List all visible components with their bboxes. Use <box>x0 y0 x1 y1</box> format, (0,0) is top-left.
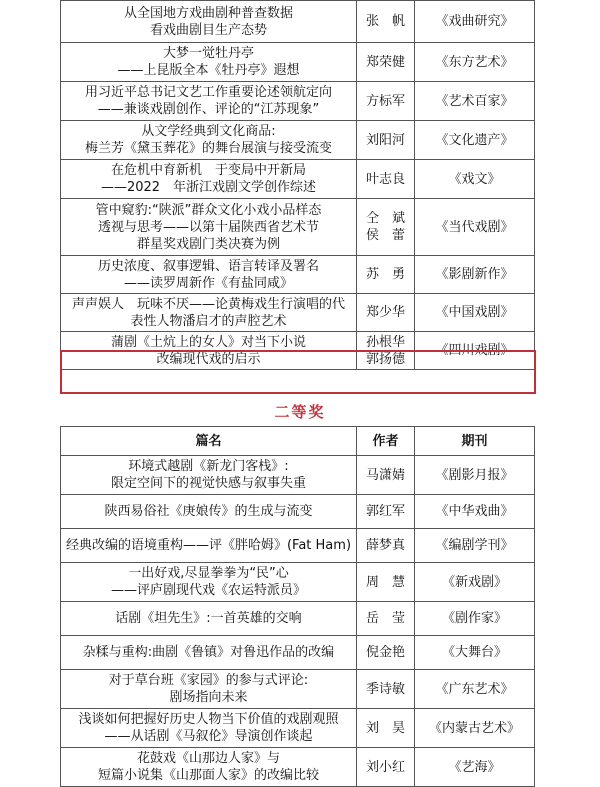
author-cell <box>357 748 415 787</box>
author-name: 马潇婧 <box>365 467 405 483</box>
journal-cell: 《当代戏剧》 <box>415 199 535 256</box>
author-cell <box>357 670 415 709</box>
author-name: 周 慧 <box>365 574 405 590</box>
title-line: 浅谈如何把握好历史人物当下价值的戏剧观照 <box>78 712 339 727</box>
header-title: 篇名 <box>61 427 357 456</box>
title-cell <box>61 529 357 563</box>
author-name: 季诗敏 <box>365 681 405 697</box>
author-cell <box>357 602 415 636</box>
table-row <box>61 256 535 294</box>
title-cell <box>61 670 357 709</box>
author-name: 郑荣健 <box>365 54 405 70</box>
author-cell <box>357 456 415 495</box>
title-cell <box>61 602 357 636</box>
title-line: 透视与思考——以第十届陕西省艺术节 <box>97 219 319 235</box>
title-line: 改编现代戏的启示 <box>156 351 261 367</box>
title-line: 用习近平总书记文艺工作重要论述领航定向 <box>84 85 332 100</box>
table-row <box>61 670 535 709</box>
title-line: 管中窥豹:“陕派”群众文化小戏小品样态 <box>95 202 322 218</box>
journal-cell: 《戏曲研究》 <box>415 1 535 43</box>
title-cell <box>61 1 357 43</box>
title-cell <box>61 495 357 529</box>
title-line: 从全国地方戏曲剧种普查数据 <box>123 5 293 21</box>
author-name: 郭扬德 <box>365 351 405 367</box>
author-name: 郑少华 <box>365 305 405 320</box>
table-row <box>61 160 535 199</box>
first-prize-table <box>60 0 535 370</box>
author-name: 刘 昊 <box>365 720 405 736</box>
journal-cell: 《大舞台》 <box>415 636 535 670</box>
author-cell <box>357 256 415 294</box>
title-cell <box>61 636 357 670</box>
journal-cell: 《中国戏剧》 <box>415 294 535 332</box>
journal-cell: 《广东艺术》 <box>415 670 535 709</box>
title-line: ——2022 年浙江戏剧文学创作综述 <box>100 180 317 195</box>
journal-cell: 《戏文》 <box>415 160 535 199</box>
header-row <box>61 427 535 456</box>
title-line: 杂糅与重构:曲剧《鲁镇》对鲁迅作品的改编 <box>82 645 335 660</box>
title-line: 群星奖戏剧门类决赛为例 <box>136 236 280 252</box>
table-row <box>61 82 535 121</box>
author-name: 刘阳河 <box>365 132 405 148</box>
table-row <box>61 456 535 495</box>
author-cell <box>357 709 415 748</box>
title-line: 大梦一觉牡丹亭 <box>162 46 254 61</box>
title-line: 剧场指向未来 <box>169 690 248 705</box>
title-cell <box>61 43 357 82</box>
author-cell <box>357 495 415 529</box>
author-name: 张 帆 <box>365 14 405 29</box>
table-row <box>61 529 535 563</box>
header-journal: 期刊 <box>415 427 535 456</box>
author-name: 孙根华 <box>365 334 405 350</box>
journal-cell: 《文化遗产》 <box>415 121 535 160</box>
title-cell <box>61 256 357 294</box>
journal-cell: 《影剧新作》 <box>415 256 535 294</box>
title-line: 表性人物潘启才的声腔艺术 <box>130 313 287 329</box>
title-cell <box>61 748 357 787</box>
title-cell <box>61 82 357 121</box>
table-row <box>61 43 535 82</box>
author-cell <box>357 82 415 121</box>
author-name: 侯 蕾 <box>365 228 405 243</box>
table-row <box>61 563 535 602</box>
title-line: ——从话剧《马叙伦》导演创作谈起 <box>104 729 313 744</box>
author-name: 叶志良 <box>365 171 405 187</box>
table-row <box>61 748 535 787</box>
title-cell <box>61 563 357 602</box>
author-name: 岳 莹 <box>365 611 405 626</box>
table-row <box>61 199 535 256</box>
journal-cell: 《艺海》 <box>415 748 535 787</box>
journal-cell: 《艺术百家》 <box>415 82 535 121</box>
author-name: 郭红军 <box>365 504 405 519</box>
author-name: 刘小红 <box>365 759 405 775</box>
title-line: 看戏曲剧目生产态势 <box>149 22 267 38</box>
title-cell <box>61 160 357 199</box>
author-cell <box>357 199 415 256</box>
author-name: 仝 斌 <box>365 211 405 226</box>
title-line: 梅兰芳《黛玉葬花》的舞台展演与接受流变 <box>84 141 332 156</box>
title-line: 话剧《坦先生》:一首英雄的交响 <box>115 611 302 626</box>
journal-cell: 《新戏剧》 <box>415 563 535 602</box>
second-prize-table <box>60 426 535 787</box>
title-line: 历史浓度、叙事逻辑、语言转译及署名 <box>97 258 319 274</box>
journal-cell: 《东方艺术》 <box>415 43 535 82</box>
header-author: 作者 <box>357 427 415 456</box>
author-cell <box>357 636 415 670</box>
author-cell <box>357 332 415 370</box>
journal-cell: 《编剧学刊》 <box>415 529 535 563</box>
journal-cell: 《剧影月报》 <box>415 456 535 495</box>
author-cell <box>357 121 415 160</box>
author-name: 方标军 <box>365 93 405 109</box>
table-row <box>61 636 535 670</box>
title-cell <box>61 199 357 256</box>
title-line: 蒲剧《土炕上的女人》对当下小说 <box>110 334 306 350</box>
table-row <box>61 709 535 748</box>
title-line: 从文学经典到文化商品: <box>141 124 276 139</box>
title-cell <box>61 294 357 332</box>
title-line: ——评庐剧现代戏《农运特派员》 <box>110 583 306 598</box>
author-cell <box>357 43 415 82</box>
title-cell <box>61 121 357 160</box>
author-name: 苏 勇 <box>365 267 405 282</box>
title-line: ——读罗周新作《有盐同咸》 <box>123 275 293 291</box>
author-cell <box>357 563 415 602</box>
title-line: 一出好戏,尽显拳拳为“民”心 <box>128 566 289 581</box>
title-line: 环境式越剧《新龙门客栈》: <box>128 459 289 474</box>
title-cell <box>61 332 357 370</box>
table-row <box>61 495 535 529</box>
title-cell <box>61 709 357 748</box>
table-row <box>61 602 535 636</box>
table-row <box>61 121 535 160</box>
title-line: ——上昆版全本《牡丹亭》遐想 <box>117 63 300 78</box>
author-cell <box>357 529 415 563</box>
journal-cell: 《剧作家》 <box>415 602 535 636</box>
author-cell <box>357 1 415 43</box>
author-cell <box>357 160 415 199</box>
title-line: ——兼谈戏剧创作、评论的“江苏现象” <box>97 102 320 117</box>
title-line: 陕西易俗社《庚娘传》的生成与流变 <box>104 504 313 519</box>
section-title: 二等奖 <box>274 403 326 421</box>
author-cell <box>357 294 415 332</box>
title-line: 声声娱人 玩味不厌——论黄梅戏生行演唱的代 <box>71 296 345 312</box>
title-line: 经典改编的语境重构——评《胖哈姆》(Fat Ham) <box>65 538 352 553</box>
author-name: 倪金艳 <box>365 645 405 660</box>
author-name: 薛梦真 <box>365 538 405 553</box>
journal-cell: 《四川戏剧》 <box>415 332 535 370</box>
journal-cell: 《中华戏曲》 <box>415 495 535 529</box>
title-line: 短篇小说集《山那面人家》的改编比较 <box>97 768 319 783</box>
journal-cell: 《内蒙古艺术》 <box>415 709 535 748</box>
title-line: 对于草台班《家园》的参与式评论: <box>108 673 309 688</box>
title-line: 在危机中育新机 于变局中开新局 <box>110 163 306 178</box>
table-row <box>61 1 535 43</box>
table-row <box>61 294 535 332</box>
title-cell <box>61 456 357 495</box>
title-line: 花鼓戏《山那边人家》与 <box>136 751 280 766</box>
table-row <box>61 332 535 370</box>
title-line: 限定空间下的视觉快感与叙事失重 <box>110 476 306 491</box>
